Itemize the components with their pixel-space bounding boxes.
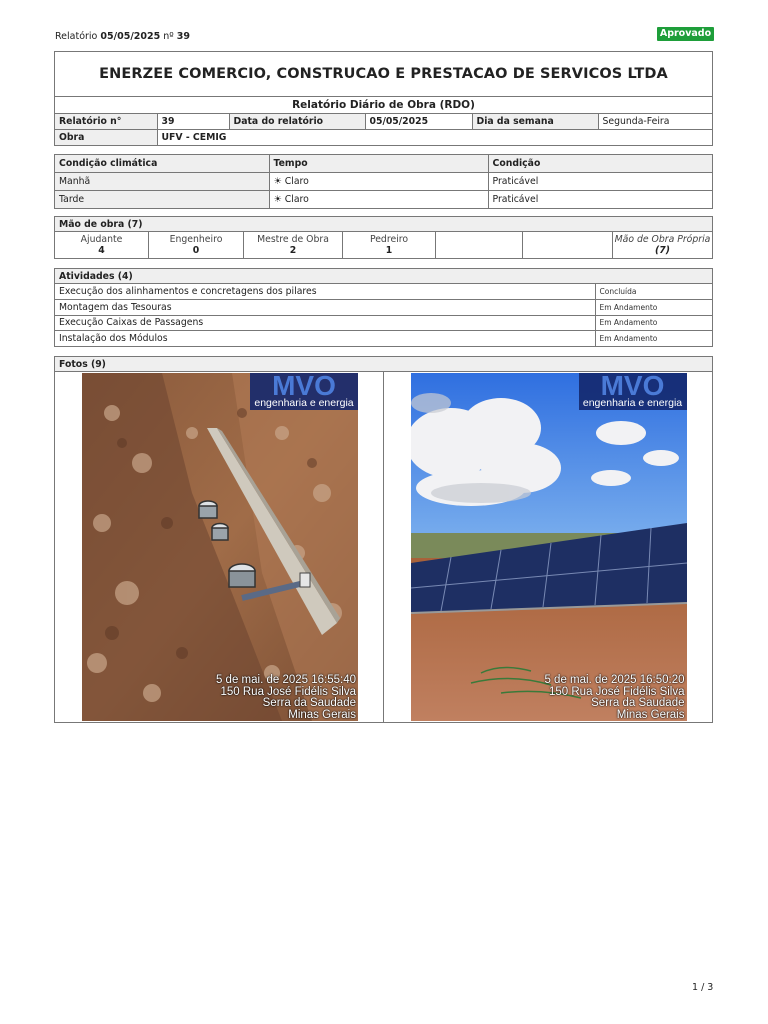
photo-timestamp bbox=[216, 675, 356, 721]
labor-count: (7) bbox=[655, 245, 670, 256]
status-badge: Aprovado bbox=[657, 27, 714, 41]
activity-status: Concluída bbox=[595, 284, 712, 300]
info-table bbox=[55, 114, 712, 145]
labor-own-total bbox=[613, 232, 712, 258]
rdo-title: Relatório Diário de Obra (RDO) bbox=[55, 97, 712, 114]
weather-condicao: Praticável bbox=[488, 190, 712, 208]
photo-trench[interactable] bbox=[82, 373, 358, 721]
labor-count: 2 bbox=[289, 245, 297, 256]
labor-role: Engenheiro bbox=[169, 234, 223, 245]
stamp-line: Serra da Saudade bbox=[591, 697, 685, 709]
activity-row bbox=[55, 331, 712, 347]
photo-timestamp bbox=[544, 675, 684, 721]
relatorio-label: Relatório n° bbox=[55, 114, 157, 130]
logo-subtitle: engenharia e energia bbox=[582, 397, 683, 409]
company-name: ENERZEE COMERCIO, CONSTRUCAO E PRESTACAO DE SERVICOS LTDA bbox=[55, 52, 712, 97]
stamp-line: Minas Gerais bbox=[616, 708, 685, 721]
obra-value: UFV - CEMIG bbox=[157, 130, 712, 146]
activity-name: Instalação dos Módulos bbox=[55, 331, 595, 347]
stamp-line: 5 de mai. de 2025 16:50:20 bbox=[544, 674, 685, 686]
stamp-line: 150 Rua José Fidélis Silva bbox=[548, 685, 685, 698]
labor-count: 0 bbox=[192, 245, 200, 256]
labor-item bbox=[343, 232, 436, 258]
relatorio-value: 39 bbox=[157, 114, 229, 130]
weather-section bbox=[54, 154, 713, 209]
data-label: Data do relatório bbox=[229, 114, 365, 130]
labor-item-empty bbox=[523, 232, 613, 258]
labor-item bbox=[149, 232, 244, 258]
logo-title: MVO bbox=[272, 373, 336, 401]
logo-title: MVO bbox=[600, 373, 665, 401]
activity-name: Execução Caixas de Passagens bbox=[55, 315, 595, 331]
activity-status: Em Andamento bbox=[595, 331, 712, 347]
labor-item-empty bbox=[436, 232, 523, 258]
weather-row bbox=[55, 173, 712, 191]
photo-trench-drawing bbox=[82, 373, 358, 721]
weather-condicao: Praticável bbox=[488, 173, 712, 191]
activities-section bbox=[54, 268, 713, 347]
photo-cell bbox=[384, 372, 713, 722]
stamp-line: Minas Gerais bbox=[288, 708, 356, 721]
dia-value: Segunda-Feira bbox=[598, 114, 712, 130]
photo-cell bbox=[55, 372, 384, 722]
photo-solar-panels[interactable] bbox=[411, 373, 687, 721]
weather-header-condicao: Condição bbox=[488, 155, 712, 173]
photos-title: Fotos (9) bbox=[55, 357, 712, 372]
activity-status: Em Andamento bbox=[595, 300, 712, 316]
labor-role: Ajudante bbox=[80, 234, 123, 245]
labor-role: Mão de Obra Própria bbox=[614, 234, 711, 245]
report-header-line bbox=[55, 31, 190, 42]
weather-header-condicao-climatica: Condição climática bbox=[55, 155, 269, 173]
activity-name: Montagem das Tesouras bbox=[55, 300, 595, 316]
activities-title: Atividades (4) bbox=[55, 269, 712, 284]
labor-row bbox=[55, 232, 712, 258]
labor-item bbox=[244, 232, 343, 258]
logo-badge bbox=[579, 373, 687, 410]
labor-section bbox=[54, 216, 713, 259]
weather-tempo: ☀ Claro bbox=[269, 190, 488, 208]
report-prefix: Relatório bbox=[55, 31, 101, 42]
labor-item bbox=[55, 232, 149, 258]
logo-subtitle: engenharia e energia bbox=[254, 397, 354, 409]
data-value: 05/05/2025 bbox=[365, 114, 472, 130]
weather-header-tempo: Tempo bbox=[269, 155, 488, 173]
weather-table bbox=[55, 155, 712, 208]
dia-label: Dia da semana bbox=[472, 114, 598, 130]
weather-period: Manhã bbox=[55, 173, 269, 191]
activities-table bbox=[55, 284, 712, 346]
photos-section bbox=[54, 356, 713, 723]
activity-name: Execução dos alinhamentos e concretagens dos pilares bbox=[55, 284, 595, 300]
stamp-line: 5 de mai. de 2025 16:55:40 bbox=[215, 674, 356, 686]
obra-label: Obra bbox=[55, 130, 157, 146]
activity-row bbox=[55, 300, 712, 316]
labor-title: Mão de obra (7) bbox=[55, 217, 712, 232]
activity-row bbox=[55, 284, 712, 300]
report-info-box bbox=[54, 51, 713, 146]
labor-count: 1 bbox=[385, 245, 393, 256]
labor-count: 4 bbox=[98, 245, 105, 256]
stamp-line: Serra da Saudade bbox=[262, 697, 356, 709]
weather-row bbox=[55, 190, 712, 208]
weather-period: Tarde bbox=[55, 190, 269, 208]
report-no-label: nº bbox=[160, 31, 177, 42]
stamp-line: 150 Rua José Fidélis Silva bbox=[220, 685, 356, 698]
activity-row bbox=[55, 315, 712, 331]
page-number: 1 / 3 bbox=[692, 982, 714, 993]
photos-row bbox=[55, 372, 712, 722]
report-number: 39 bbox=[176, 31, 191, 42]
logo-badge bbox=[250, 373, 358, 410]
report-date: 05/05/2025 bbox=[100, 31, 161, 42]
labor-role: Pedreiro bbox=[369, 234, 409, 245]
photo-solar-drawing bbox=[411, 373, 687, 721]
weather-tempo: ☀ Claro bbox=[269, 173, 488, 191]
activity-status: Em Andamento bbox=[595, 315, 712, 331]
labor-role: Mestre de Obra bbox=[257, 234, 329, 245]
